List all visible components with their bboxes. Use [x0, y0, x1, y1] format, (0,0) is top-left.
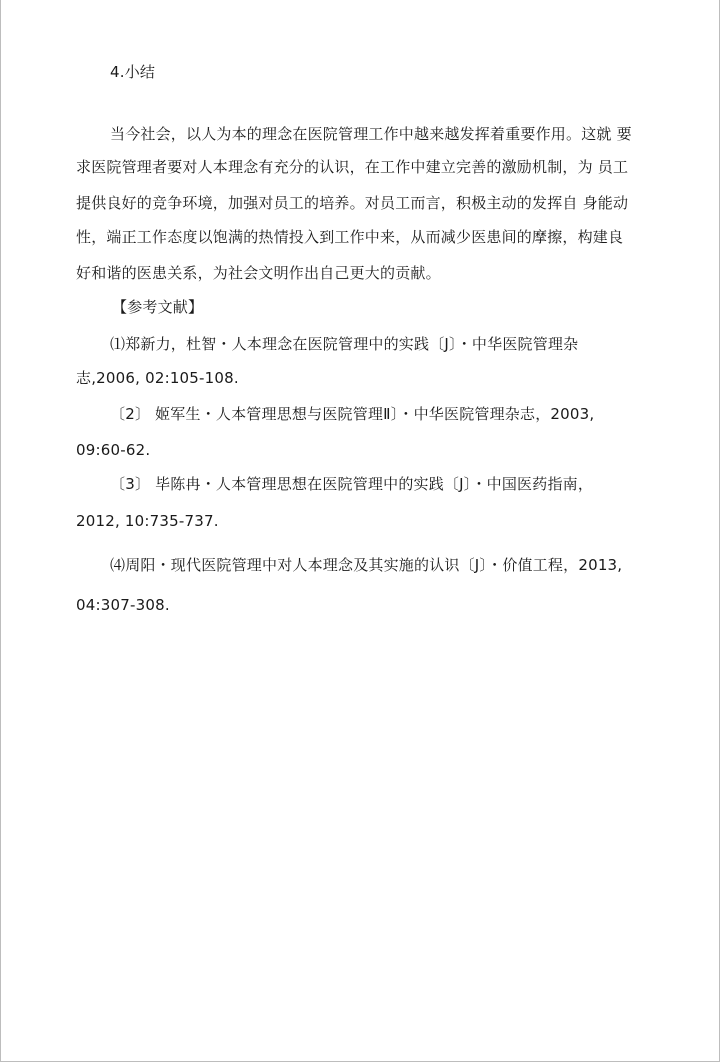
reference-item-2-line2: 09:60-62. [76, 441, 151, 459]
paragraph-line: 好和谐的医患关系，为社会文明作出自己更大的贡献。 [76, 264, 441, 282]
reference-item-1-line2: 志,2006, 02:105-108. [76, 369, 239, 387]
paragraph-line: 当今社会，以人为本的理念在医院管理工作中越来越发挥着重要作用。这就 要 [110, 125, 632, 143]
reference-item-1-line1: ⑴郑新力，杜智・人本理念在医院管理中的实践〔J〕・中华医院管理杂 [110, 335, 579, 353]
paragraph-line: 性，端正工作态度以饱满的热情投入到工作中来，从而减少医患间的摩擦，构建良 [76, 228, 624, 246]
section-heading: 4.小结 [110, 63, 156, 81]
reference-item-4-line2: 04:307-308. [76, 596, 170, 614]
references-title: 【参考文献】 [112, 298, 204, 316]
reference-item-2-line1: 〔2〕 姬军生・人本管理思想与医院管理Ⅱ〕・中华医院管理杂志，2003, [110, 405, 595, 423]
paragraph-line: 提供良好的竞争环境，加强对员工的培养。对员工而言，积极主动的发挥自 身能动 [76, 194, 629, 212]
reference-item-4-line1: ⑷周阳・现代医院管理中对人本理念及其实施的认识〔J〕・价值工程，2013, [110, 556, 623, 574]
reference-item-3-line2: 2012, 10:735-737. [76, 512, 219, 530]
reference-item-3-line1: 〔3〕 毕陈冉・人本管理思想在医院管理中的实践〔J〕・中国医药指南， [110, 475, 594, 493]
paragraph-line: 求医院管理者要对人本理念有充分的认识，在工作中建立完善的激励机制，为 员工 [76, 158, 629, 176]
